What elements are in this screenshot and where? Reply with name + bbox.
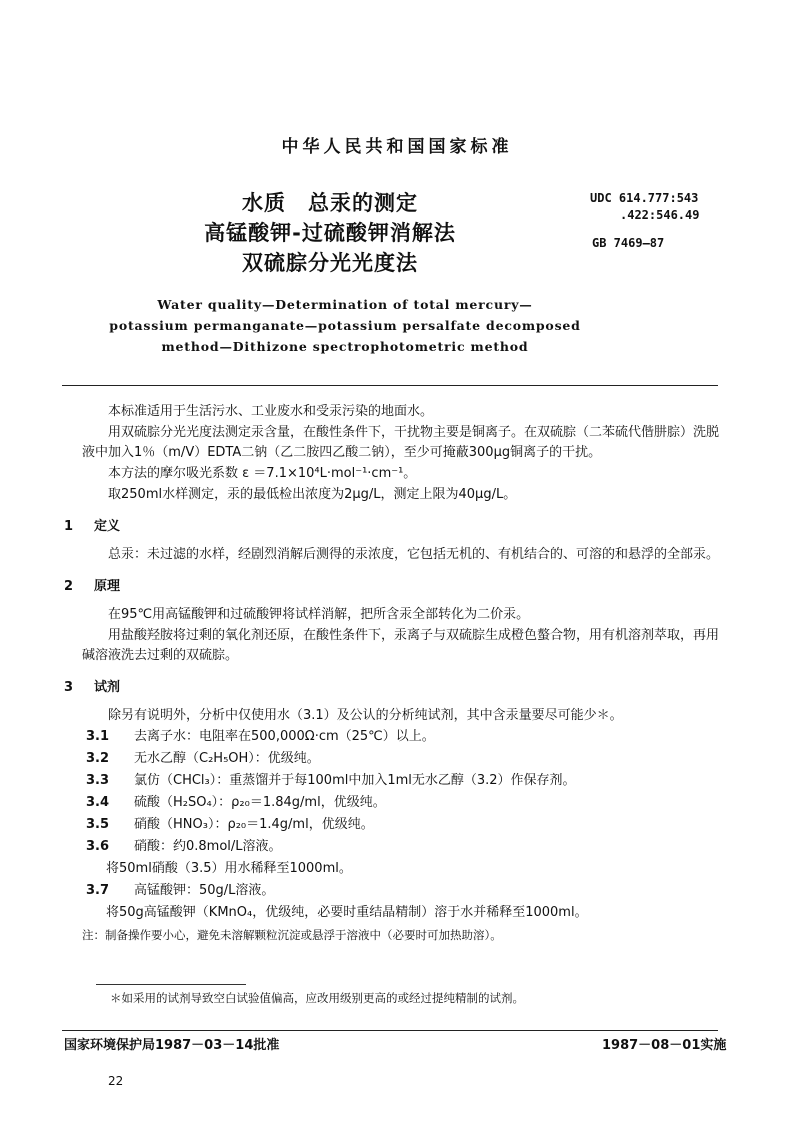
intro-paragraph: 取250ml水样测定，汞的最低检出浓度为2μg/L，测定上限为40μg/L。 [108,487,517,502]
reagent-preparation: 将50g高锰酸钾（KMnO₄，优级纯，必要时重结晶精制）溶于水并稀释至1000ml。 [106,905,588,920]
reagent-item [82,881,722,901]
reagent-note: 注：制备操作要小心，避免未溶解颗粒沉淀或悬浮于溶液中（必要时可加热助溶）。 [82,928,502,942]
section-title: 试剂 [94,680,121,695]
section-number: 1 [64,519,74,534]
reagent-item [82,749,722,769]
english-title-line: method—Dithizone spectrophotometric method [161,339,529,354]
reagent-item [82,837,722,857]
section-paragraph: 总汞：未过滤的水样，经剧烈消解后测得的汞浓度，它包括无机的、有机结合的、可溶的和悬浮的全部汞。 [108,547,720,562]
reagent-text: 硝酸（HNO₃）：ρ₂₀＝1.4g/ml，优级纯。 [134,817,374,832]
title-line: 高锰酸钾-过硫酸钾消解法 [204,221,456,245]
reagent-number: 3.7 [86,883,110,898]
title-line: 水质 总汞的测定 [242,191,418,215]
reagent-number: 3.2 [86,751,110,766]
footnote: ＊如采用的试剂导致空白试验值偏高，应改用级别更高的或经过提纯精制的试剂。 [110,991,524,1005]
reagent-number: 3.4 [86,795,110,810]
reagent-number: 3.5 [86,817,110,832]
reagent-item [82,771,722,791]
chinese-title [150,188,510,278]
intro-paragraph: 本标准适用于生活污水、工业废水和受汞污染的地面水。 [108,404,434,419]
udc-code [590,190,699,224]
reagent-text: 氯仿（CHCl₃）：重蒸馏并于每100ml中加入1ml无水乙醇（3.2）作保存剂。 [134,773,576,788]
section-title: 原理 [94,579,121,594]
intro-paragraph: 用双硫腙分光光度法测定汞含量，在酸性条件下，干扰物主要是铜离子。在双硫腙（二苯硫代偕肼腙）洗脱液中加入1％（m/V）EDTA二钠（乙二胺四乙酸二钠），至少可掩蔽300μg铜离子的干扰。 [82,425,720,460]
footer-divider [62,1030,718,1031]
effective-date: 1987－08－01实施 [602,1038,727,1053]
gb-number: GB 7469—87 [592,236,665,250]
reagent-number: 3.1 [86,729,110,744]
section-title: 定义 [94,519,121,534]
english-title-line: Water quality—Determination of total mercury— [157,297,533,312]
reagent-text: 硫酸（H₂SO₄）：ρ₂₀＝1.84g/ml，优级纯。 [134,795,386,810]
reagent-number: 3.6 [86,839,110,854]
reagent-item [82,793,722,813]
approval-statement: 国家环境保护局1987－03－14批准 [64,1038,280,1053]
page-number: 22 [108,1074,124,1088]
footnote-divider [96,984,246,985]
top-divider [62,385,718,386]
section-paragraph: 用盐酸羟胺将过剩的氧化剂还原，在酸性条件下，汞离子与双硫腙生成橙色螯合物，用有机溶剂萃取，再用碱溶液洗去过剩的双硫腙。 [82,628,720,663]
standard-title: 中华人民共和国国家标准 [281,137,513,157]
udc-line: UDC 614.777:543 [590,191,699,205]
reagent-text: 高锰酸钾：50g/L溶液。 [134,883,275,898]
section-paragraph: 在95℃用高锰酸钾和过硫酸钾将试样消解，把所含汞全部转化为二价汞。 [108,607,530,622]
reagent-item [82,815,722,835]
document-body [64,402,722,945]
reagent-text: 无水乙醇（C₂H₅OH）：优级纯。 [134,751,320,766]
title-line: 双硫腙分光光度法 [242,251,418,275]
udc-line: .422:546.49 [620,208,700,222]
reagent-text: 去离子水：电阻率在500,000Ω·cm（25℃）以上。 [134,729,435,744]
english-title [60,294,630,357]
section-number: 2 [64,579,74,594]
reagent-preparation: 将50ml硝酸（3.5）用水稀释至1000ml。 [106,861,352,876]
section-heading [64,577,722,597]
reagent-item [82,727,722,747]
section-paragraph: 除另有说明外，分析中仅使用水（3.1）及公认的分析纯试剂，其中含汞量要尽可能少＊。 [108,708,623,723]
reagent-text: 硝酸：约0.8mol/L溶液。 [134,839,282,854]
section-heading [64,678,722,698]
english-title-line: potassium permanganate—potassium persalfate decomposed [109,318,581,333]
reagent-number: 3.3 [86,773,110,788]
intro-paragraph: 本方法的摩尔吸光系数 ε ＝7.1×10⁴L·mol⁻¹·cm⁻¹。 [108,466,417,481]
section-heading [64,517,722,537]
section-number: 3 [64,680,74,695]
